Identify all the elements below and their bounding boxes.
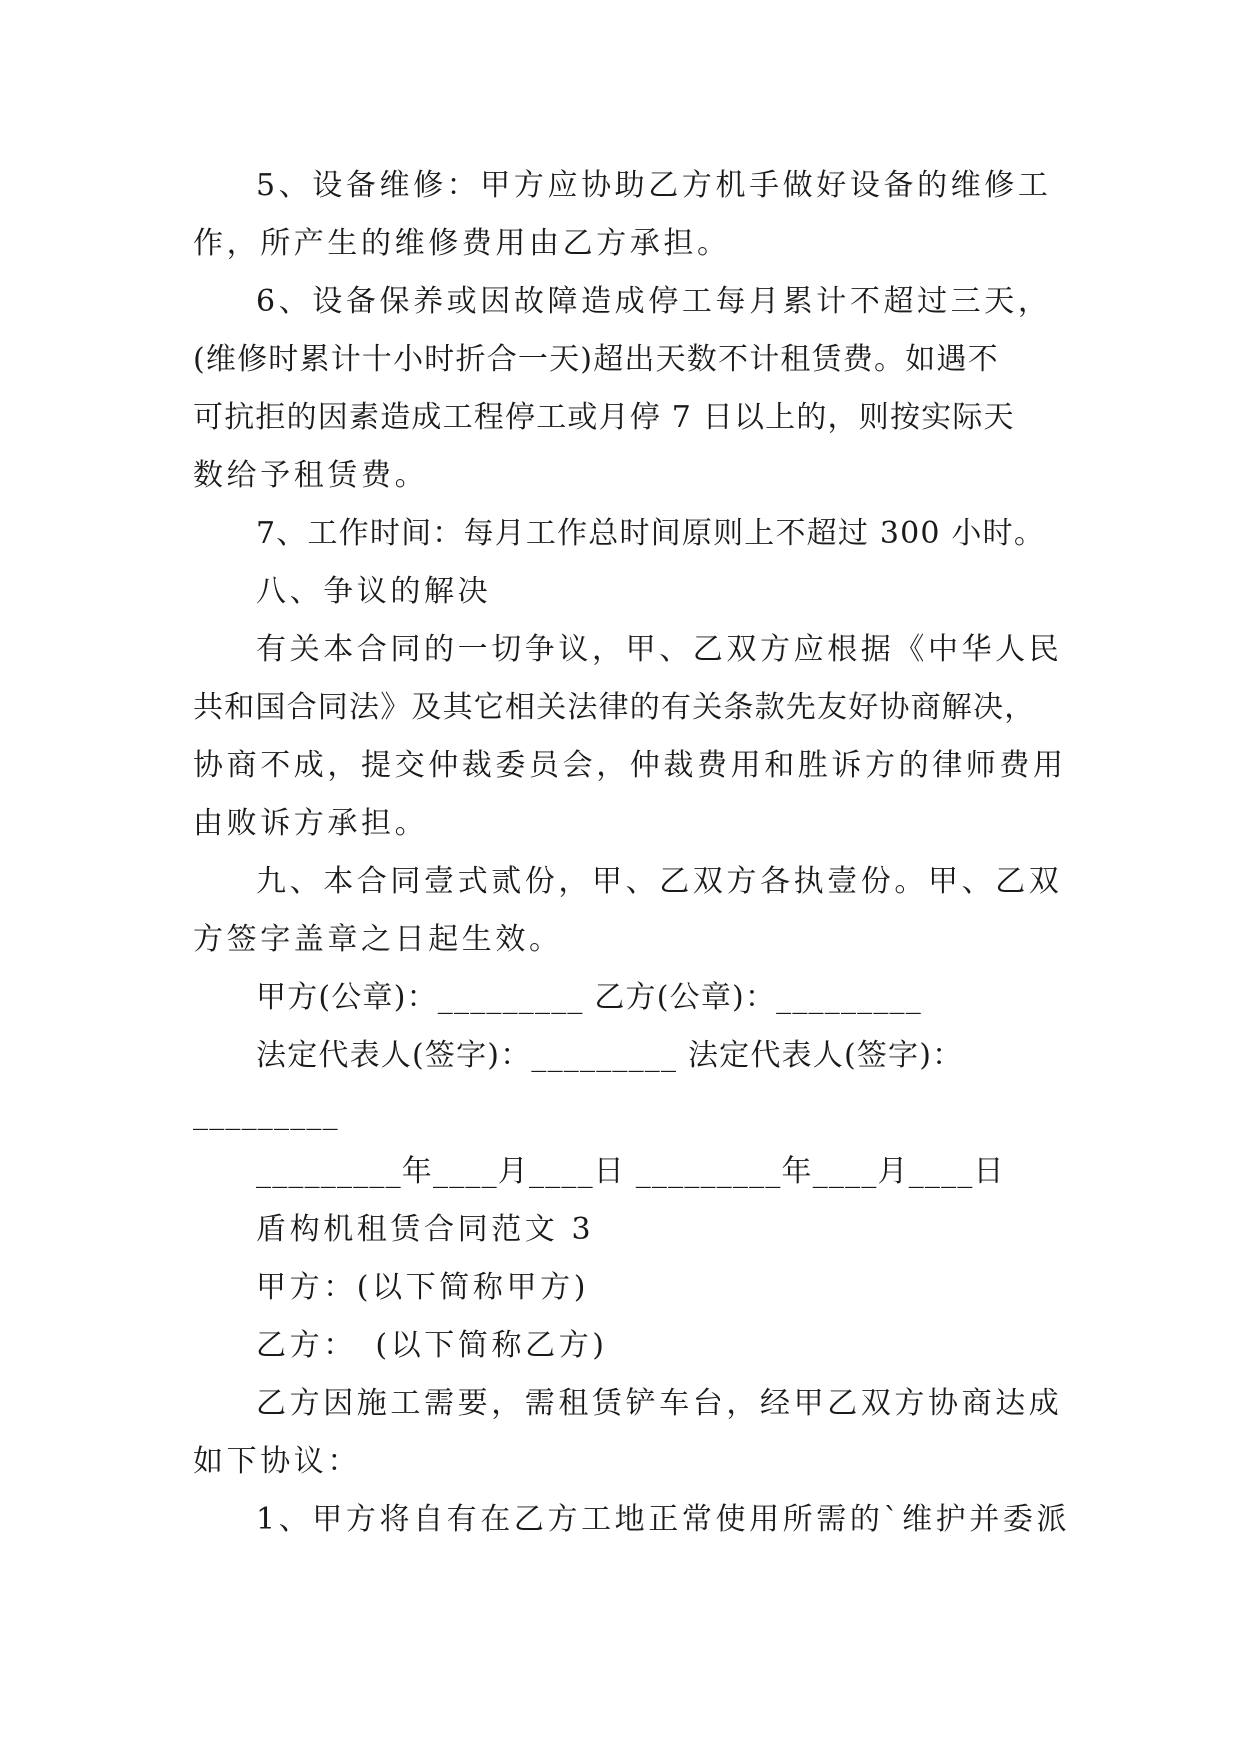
text-line: 有关本合同的一切争议，甲、乙双方应根据《中华人民: [256, 632, 1063, 667]
text-line: 九、本合同壹式贰份，甲、乙双方各执壹份。甲、乙双: [256, 864, 1063, 899]
text-line: 共和国合同法》及其它相关法律的有关条款先友好协商解决，: [193, 690, 1036, 725]
text-line: 乙方因施工需要，需租赁铲车台，经甲乙双方协商达成: [256, 1386, 1063, 1421]
text-line: 5、设备维修：甲方应协助乙方机手做好设备的维修工: [256, 168, 1052, 203]
text-line: 数给予租赁费。: [193, 458, 429, 493]
text-line: 甲方：(以下简称甲方): [256, 1270, 590, 1305]
text-line: 1、甲方将自有在乙方工地正常使用所需的`维护并委派: [256, 1502, 1071, 1537]
text-line: (维修时累计十小时折合一天)超出天数不计租赁费。如遇不: [193, 342, 999, 377]
date-line: _________年____月____日 _________年____月____日: [256, 1154, 1005, 1189]
section-heading: 盾构机租赁合同范文 3: [256, 1212, 595, 1247]
signature-blank: _________: [193, 1096, 339, 1131]
text-line: 作，所产生的维修费用由乙方承担。: [193, 226, 731, 261]
text-line: 协商不成，提交仲裁委员会，仲裁费用和胜诉方的律师费用: [193, 748, 1067, 783]
signature-line: 甲方(公章)：_________ 乙方(公章)：_________: [256, 980, 922, 1015]
text-line: 可抗拒的因素造成工程停工或月停 7 日以上的，则按实际天: [193, 400, 1015, 435]
text-line: 方签字盖章之日起生效。: [193, 922, 563, 957]
text-line: 7、工作时间：每月工作总时间原则上不超过 300 小时。: [256, 516, 1046, 551]
section-heading: 八、争议的解决: [256, 574, 492, 609]
signature-line: 法定代表人(签字)：_________ 法定代表人(签字)：: [256, 1038, 964, 1073]
text-line: 6、设备保养或因故障造成停工每月累计不超过三天，: [256, 284, 1052, 319]
text-line: 如下协议：: [193, 1444, 361, 1479]
text-line: 乙方： (以下简称乙方): [256, 1328, 608, 1363]
text-line: 由败诉方承担。: [193, 806, 429, 841]
